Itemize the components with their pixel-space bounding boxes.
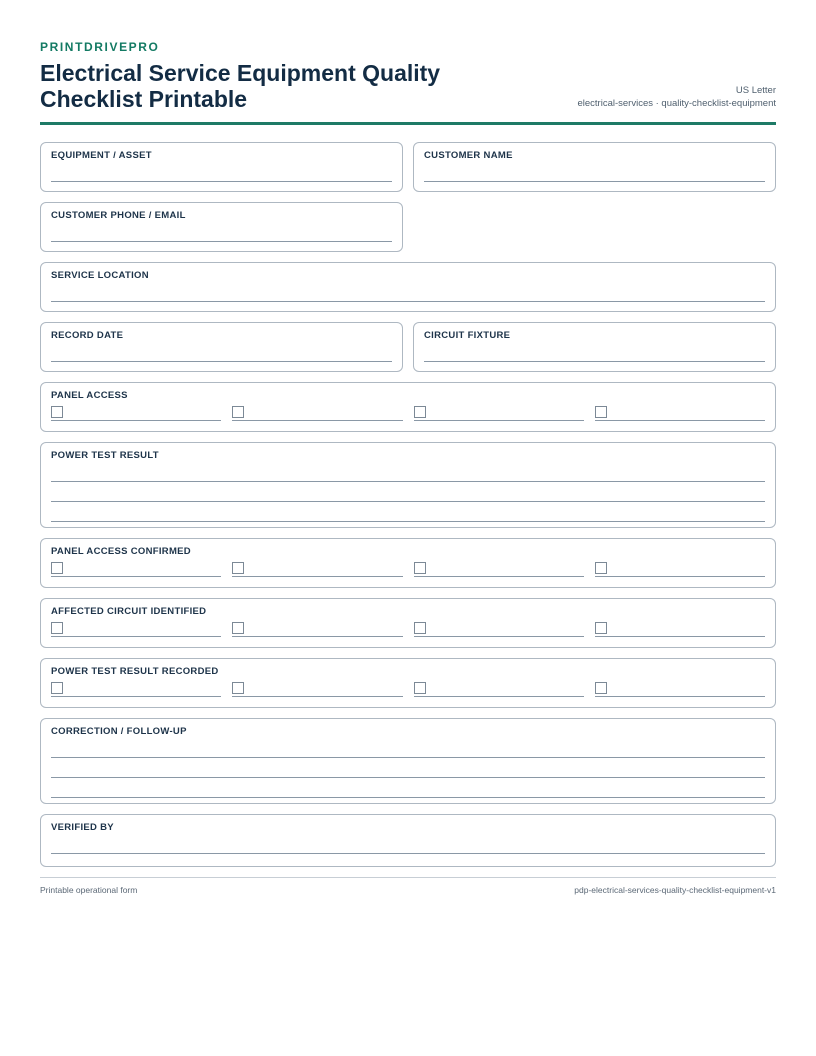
checkbox-option [51,681,221,697]
panel-access-confirmed-label: PANEL ACCESS CONFIRMED [51,546,191,557]
panel-access-field-box [40,382,776,432]
form-category: electrical-services · quality-checklist-equipment [577,98,776,109]
affected-circuit-checkbox-row [51,621,765,637]
equipment-label: EQUIPMENT / ASSET [51,150,152,161]
power-test-recorded-label: POWER TEST RESULT RECORDED [51,666,219,677]
form-meta [577,84,776,112]
checkbox[interactable] [232,562,244,574]
checkbox[interactable] [595,406,607,418]
equipment-input-line[interactable] [51,161,392,182]
service-location-label: SERVICE LOCATION [51,270,149,281]
circuit-fixture-field-box [413,322,776,372]
affected-circuit-label: AFFECTED CIRCUIT IDENTIFIED [51,606,207,617]
panel-access-label: PANEL ACCESS [51,390,128,401]
checkbox[interactable] [595,622,607,634]
checkbox-option [414,681,584,697]
checkbox[interactable] [51,622,63,634]
customer-contact-input-line[interactable] [51,221,392,242]
paper-size: US Letter [735,85,776,96]
service-location-field-box [40,262,776,312]
record-date-label: RECORD DATE [51,330,124,341]
power-test-result-line[interactable] [51,461,765,482]
checkbox[interactable] [595,562,607,574]
checkbox-option [595,561,765,577]
checkbox-option [595,405,765,421]
form-sections [40,142,776,867]
power-test-result-label: POWER TEST RESULT [51,450,159,461]
checkbox[interactable] [51,406,63,418]
circuit-fixture-input-line[interactable] [424,341,765,362]
checkbox[interactable] [414,406,426,418]
circuit-fixture-label: CIRCUIT FIXTURE [424,330,511,341]
checkbox[interactable] [51,682,63,694]
checkbox-option [414,621,584,637]
checkbox[interactable] [51,562,63,574]
power-test-result-line[interactable] [51,502,765,522]
correction-label: CORRECTION / FOLLOW-UP [51,726,187,737]
power-test-result-field-box [40,442,776,528]
panel-access-checkbox-row [51,405,765,421]
checkbox[interactable] [232,682,244,694]
checkbox-option [51,405,221,421]
checkbox[interactable] [595,682,607,694]
checkbox-option [232,561,402,577]
verified-by-field-box [40,814,776,867]
page-footer [40,877,776,895]
form-page [40,40,776,867]
brand-name: PRINTDRIVEPRO [40,40,160,54]
checkbox[interactable] [414,622,426,634]
record-date-input-line[interactable] [51,341,392,362]
correction-line[interactable] [51,737,765,758]
checkbox-option [51,561,221,577]
checkbox-option [595,621,765,637]
equipment-field-box [40,142,403,192]
checkbox[interactable] [232,406,244,418]
affected-circuit-field-box [40,598,776,648]
customer-contact-field-box [40,202,403,252]
empty-cell [413,202,776,252]
power-test-recorded-checkbox-row [51,681,765,697]
form-header [40,60,776,125]
checkbox[interactable] [414,682,426,694]
checkbox-option [414,405,584,421]
service-location-input-line[interactable] [51,281,765,302]
checkbox[interactable] [232,622,244,634]
footer-form-id: pdp-electrical-services-quality-checklist-equipment-v1 [574,885,776,895]
checkbox-option [232,681,402,697]
customer-name-label: CUSTOMER NAME [424,150,513,161]
checkbox-option [232,621,402,637]
checkbox-option [232,405,402,421]
customer-name-field-box [413,142,776,192]
form-title: Electrical Service Equipment Quality Checklist Printable [40,60,441,112]
checkbox-option [414,561,584,577]
checkbox-option [51,621,221,637]
record-date-field-box [40,322,403,372]
panel-access-confirmed-field-box [40,538,776,588]
checkbox-option [595,681,765,697]
correction-line[interactable] [51,778,765,798]
power-test-recorded-field-box [40,658,776,708]
verified-by-input-line[interactable] [51,833,765,854]
power-test-result-line[interactable] [51,482,765,502]
correction-field-box [40,718,776,804]
checkbox[interactable] [414,562,426,574]
correction-line[interactable] [51,758,765,778]
customer-contact-label: CUSTOMER PHONE / EMAIL [51,210,186,221]
verified-by-label: VERIFIED BY [51,822,114,833]
customer-name-input-line[interactable] [424,161,765,182]
panel-access-confirmed-checkbox-row [51,561,765,577]
footer-left-text: Printable operational form [40,885,138,895]
